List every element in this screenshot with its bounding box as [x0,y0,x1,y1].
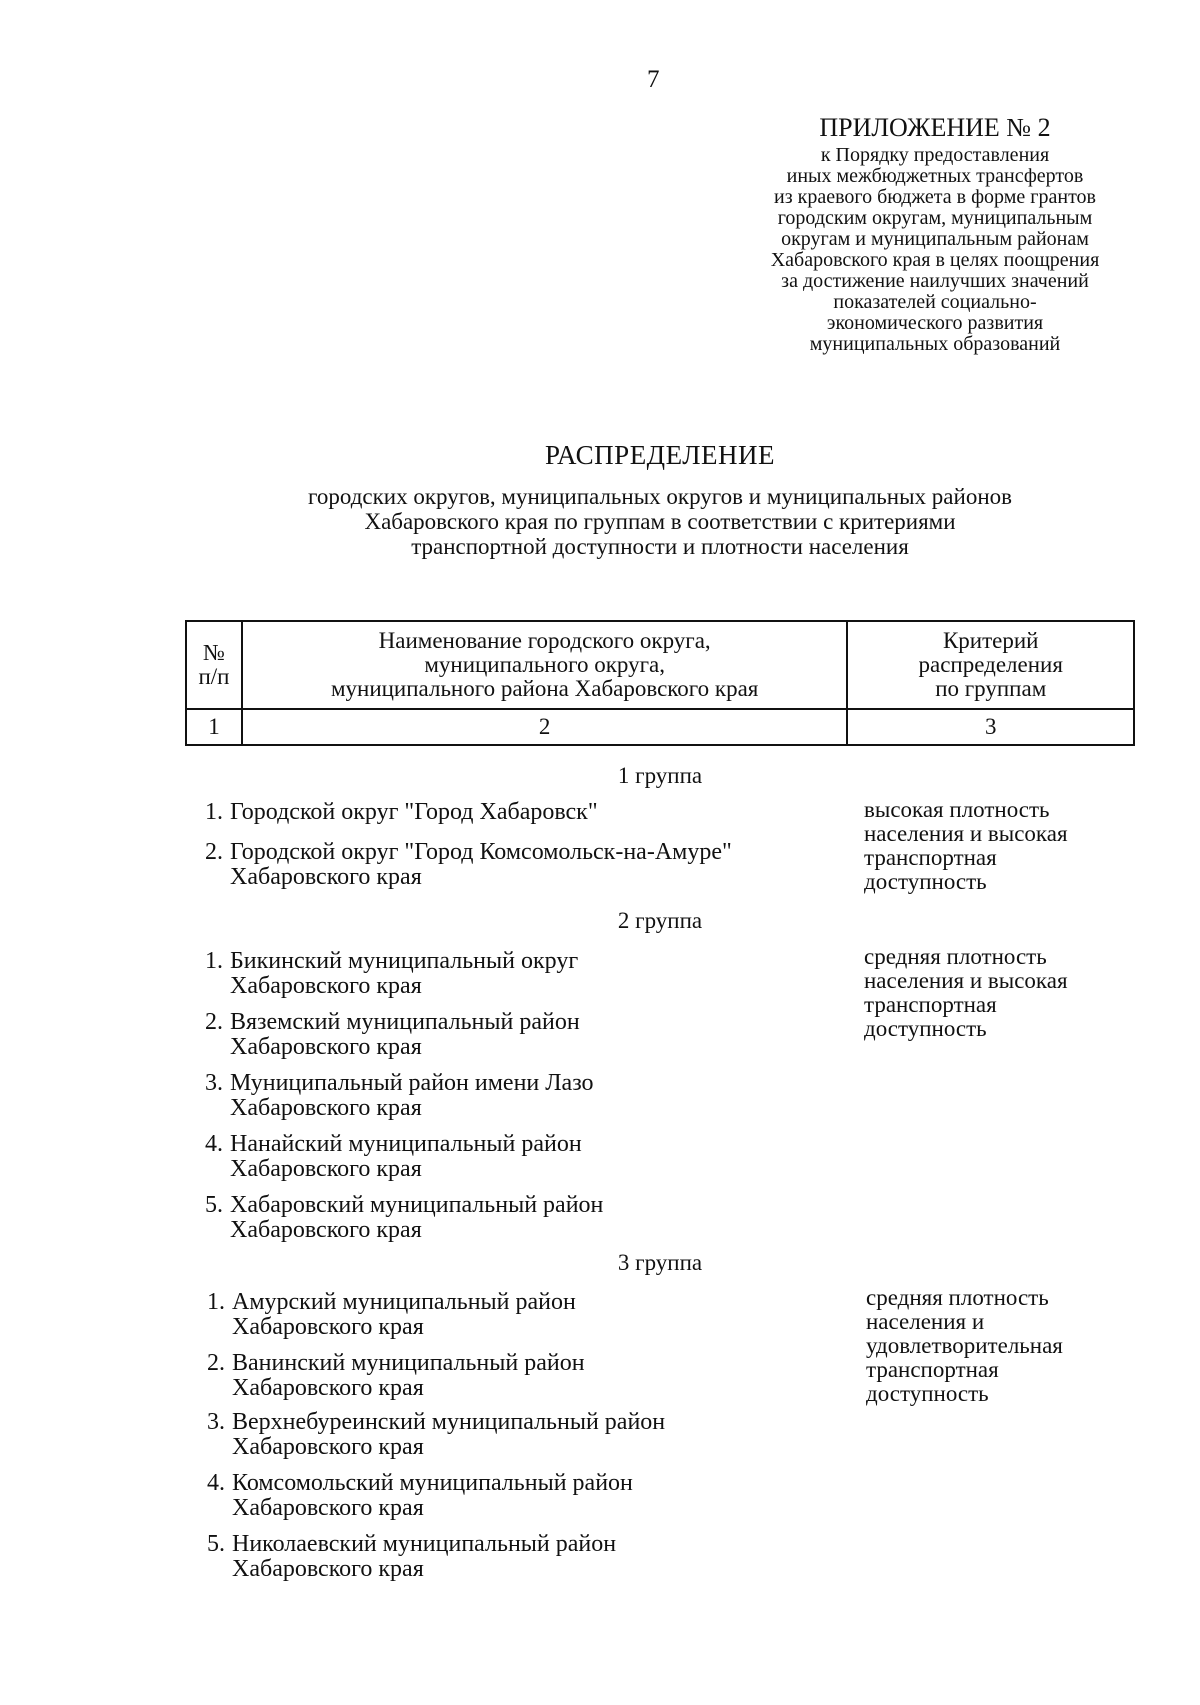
item-number: 2. [205,1009,223,1035]
item-number: 5. [205,1192,223,1218]
column-index: 2 [242,709,848,745]
header-cell-number [186,621,242,709]
item-name: Николаевский муниципальный район Хабаровского края [232,1531,617,1582]
page-number: 7 [647,66,660,93]
header-number-line: № [202,640,225,665]
item-number: 1. [205,799,223,825]
item-name: Ванинский муниципальный район Хабаровского края [232,1350,585,1401]
appendix-line: муниципальных образований [809,333,1061,355]
header-cell-criterion [847,621,1134,709]
subtitle-line: Хабаровского края по группам в соответствии с критериями [364,509,956,534]
group-title: 2 группа [617,908,703,933]
subtitle-line: городских округов, муниципальных округов и муниципальных районов [308,484,1012,509]
item-number: 3. [207,1409,225,1435]
appendix-line: из краевого бюджета в форме грантов [774,186,1096,208]
item-name: Комсомольский муниципальный район Хабаровского края [232,1470,633,1521]
item-number: 3. [205,1070,223,1096]
header-cell-name [242,621,848,709]
appendix-line: показателей социально- [833,291,1037,313]
appendix-line: к Порядку предоставления [820,144,1050,166]
item-number: 2. [207,1350,225,1376]
column-index: 3 [847,709,1134,745]
item-number: 2. [205,839,223,865]
group-title: 3 группа [617,1250,703,1275]
item-number: 4. [207,1470,225,1496]
item-number: 4. [205,1131,223,1157]
column-index: 1 [186,709,242,745]
header-name-line: муниципального района Хабаровского края [330,676,759,701]
header-criterion-line: распределения [918,652,1063,677]
item-name: Хабаровский муниципальный район Хабаровского края [230,1192,604,1243]
item-number: 1. [205,948,223,974]
header-table [185,620,1135,746]
group-criterion: средняя плотность населения и удовлетворительная транспортная доступность [866,1285,1063,1406]
item-number: 1. [207,1289,225,1315]
item-name: Амурский муниципальный район Хабаровского края [232,1289,576,1340]
item-name: Городской округ "Город Хабаровск" [230,799,598,825]
item-name: Вяземский муниципальный район Хабаровского края [230,1009,580,1060]
subtitle-line: транспортной доступности и плотности населения [411,534,909,559]
group-title: 1 группа [617,763,703,788]
item-number: 5. [207,1531,225,1557]
item-name: Муниципальный район имени Лазо Хабаровского края [230,1070,594,1121]
appendix-line: городским округам, муниципальным [777,207,1093,229]
appendix-title: ПРИЛОЖЕНИЕ № 2 [819,113,1051,142]
document-title: РАСПРЕДЕЛЕНИЕ [544,440,776,470]
group-criterion: высокая плотность населения и высокая транспортная доступность [864,797,1068,894]
appendix-line: за достижение наилучших значений [781,270,1089,292]
header-number-line: п/п [198,664,230,689]
appendix-line: Хабаровского края в целях поощрения [770,249,1100,271]
group-criterion: средняя плотность населения и высокая транспортная доступность [864,944,1068,1041]
item-name: Городской округ "Город Комсомольск-на-Амуре" Хабаровского края [230,839,732,890]
item-name: Нанайский муниципальный район Хабаровского края [230,1131,582,1182]
header-criterion-line: по группам [935,676,1047,701]
header-name-line: муниципального округа, [424,652,665,677]
header-name-line: Наименование городского округа, [378,628,711,653]
document-subtitle [0,484,1200,559]
appendix-line: иных межбюджетных трансфертов [786,165,1084,187]
item-name: Верхнебуреинский муниципальный район Хабаровского края [232,1409,666,1460]
appendix-line: экономического развития [826,312,1044,334]
item-name: Бикинский муниципальный округ Хабаровского края [230,948,579,999]
appendix-block [700,113,1170,355]
appendix-line: округам и муниципальным районам [781,228,1089,250]
header-criterion-line: Критерий [942,628,1039,653]
